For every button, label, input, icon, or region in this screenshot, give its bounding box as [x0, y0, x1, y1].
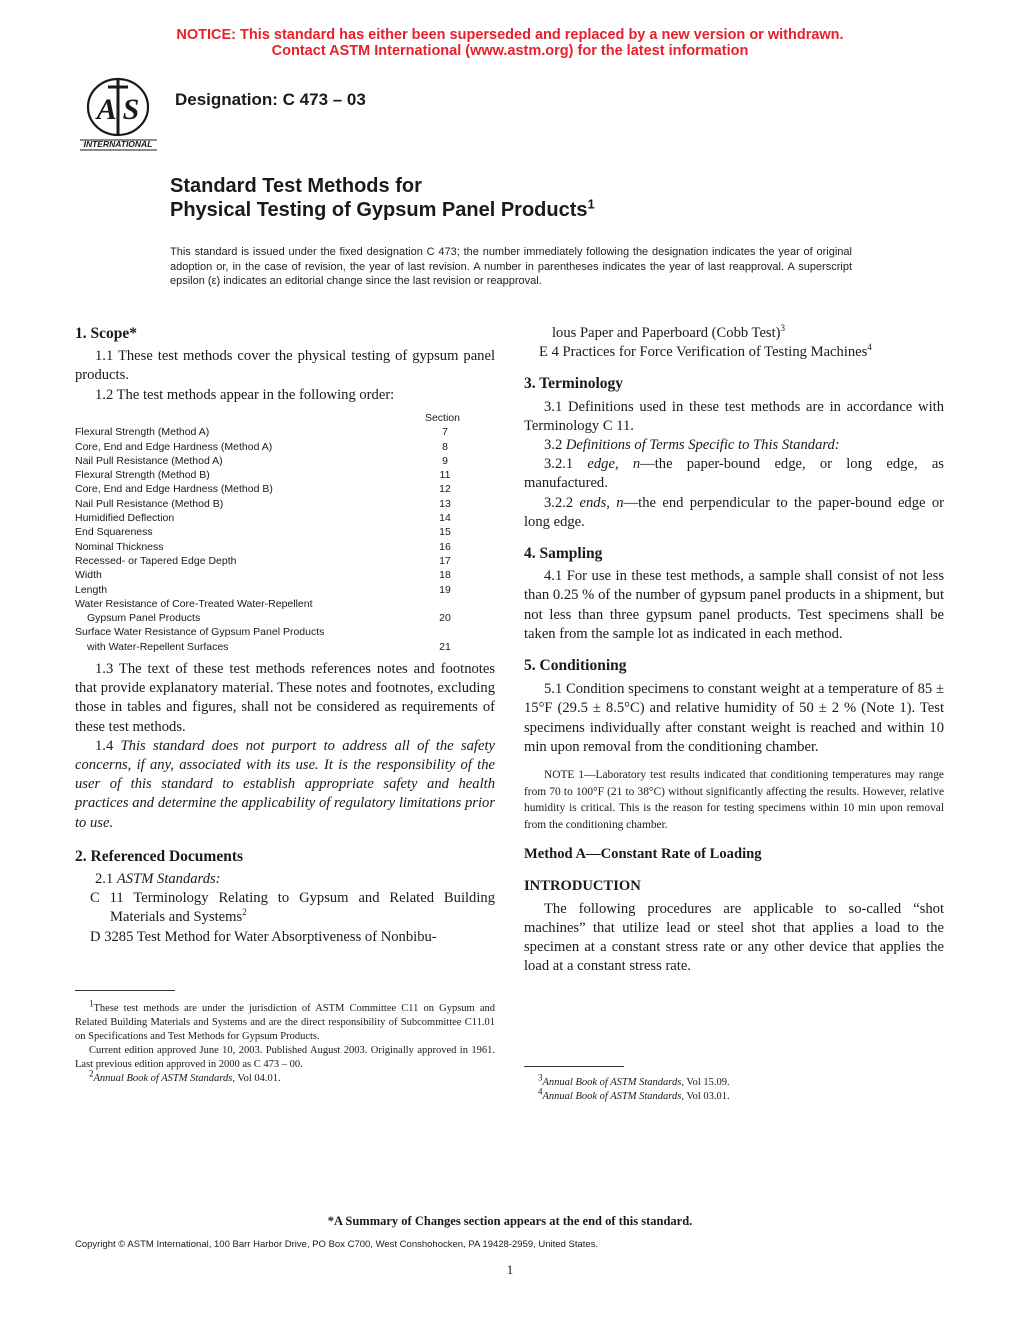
page-number: 1: [506, 1262, 514, 1277]
summary-of-changes-note: *A Summary of Changes section appears at the end of this standard.: [327, 1214, 693, 1228]
para-1-1: 1.1 These test methods cover the physical testing of gypsum panel products.: [75, 348, 495, 384]
toc-row: Nominal Thickness 16: [75, 540, 451, 553]
toc-row: Flexural Strength (Method B) 11: [75, 469, 451, 482]
section-5-heading: 5. Conditioning: [524, 657, 627, 675]
para-3-2: 3.2 Definitions of Terms Specific to This Standard:: [544, 437, 840, 454]
toc-row: Recessed- or Tapered Edge Depth 17: [75, 554, 451, 567]
ref-d3285-cont: lous Paper and Paperboard (Cobb Test)$^3$: [552, 323, 786, 341]
para-2-1: 2.1 ASTM Standards:: [95, 871, 221, 888]
para-1-3: 1.3 The text of these test methods references notes and footnotes that provide explanatory material. These notes and footnotes, excluding those in tables and figures, shall not be considered as requirements of these test methods.: [75, 661, 495, 735]
introduction-text: The following procedures are applicable to so-called “shot machines” that utilize lead or steel shot that applies a load to the specimen at a constant stress rate or any other device that applies the load at a constant stress rate.: [524, 900, 944, 975]
section-4-heading: 4. Sampling: [524, 545, 603, 563]
method-a-heading: Method A—Constant Rate of Loading: [524, 846, 762, 863]
footnote-rule-left: [75, 990, 175, 991]
ref-e4: E 4 Practices for Force Verification of Testing Machines$^4$: [539, 342, 872, 361]
title-line-2: Physical Testing of Gypsum Panel Products$^1$: [170, 196, 595, 221]
footnotes-right: [524, 1072, 944, 1104]
toc-row: Core, End and Edge Hardness (Method A) 8: [75, 440, 448, 453]
section-3-heading: 3. Terminology: [524, 375, 624, 393]
copyright: Copyright © ASTM International, 100 Barr Harbor Drive, PO Box C700, West Conshohocken, PA 19428-2959, United States.: [75, 1239, 599, 1250]
toc-row: Core, End and Edge Hardness (Method B) 12: [75, 483, 451, 496]
notice-line-2: Contact ASTM International (www.astm.org) for the latest information: [271, 43, 749, 59]
para-1-4: 1.4 This standard does not purport to address all of the safety concerns, if any, associated with its use. It is the responsibility of the user of this standard to establish appropriate safety and health practices and determine the applicability of regulatory limitations prior to use.: [75, 737, 495, 831]
standard-issue-note: This standard is issued under the fixed designation C 473; the number immediately following the designation indicates the year of original adoption or, in the case of revision, the year of last revision. A number in parentheses indicates the year of last reapproval. A superscript epsilon (ε) indicates an editorial change since the last revision or reapproval.: [170, 246, 852, 287]
section-2-heading: 2. Referenced Documents: [75, 847, 244, 865]
notice-line-1: NOTICE: This standard has either been superseded and replaced by a new version or withdrawn.: [176, 27, 844, 43]
footnote-2: $^2$Annual Book of ASTM Standards, Vol 04.01.: [89, 1068, 281, 1084]
para-3-1: 3.1 Definitions used in these test methods are in accordance with Terminology C 11.: [524, 398, 944, 434]
introduction-heading: INTRODUCTION: [524, 877, 641, 894]
footnote-1: $^1$These test methods are under the jurisdiction of ASTM Committee C11 on Gypsum and Related Building Materials and Systems and are the direct responsibility of Subcommittee C11.01 on Specifications and Test Methods for Gypsum Products.: [75, 998, 495, 1042]
toc-multi-1a: Water Resistance of Core-Treated Water-Repellent: [75, 597, 313, 610]
svg-text:A S: A S: [96, 93, 140, 126]
para-5-1: 5.1 Condition specimens to constant weight at a temperature of 85 ± 15°F (29.5 ± 8.5°C) and relative humidity of 50 ± 2 % (Note 1). Test specimens individually after constant weight is reached and within 10 min upon removal from the conditioning chamber.: [524, 681, 944, 755]
toc-multi-2a: Surface Water Resistance of Gypsum Panel Products: [75, 626, 325, 639]
para-1-2: 1.2 The test methods appear in the following order:: [95, 386, 395, 403]
toc-row: Width 18: [75, 569, 451, 582]
svg-text:INTERNATIONAL: INTERNATIONAL: [83, 139, 153, 149]
toc-row: Length 19: [75, 583, 451, 596]
para-3-2-1: 3.2.1 edge, n—the paper-bound edge, or long edge, as manufactured.: [524, 456, 944, 492]
left-column-top: [75, 324, 495, 405]
footnotes-left: [75, 998, 495, 1086]
footnote-3: $^3$Annual Book of ASTM Standards, Vol 15.09.: [538, 1072, 730, 1088]
para-4-1: 4.1 For use in these test methods, a sample shall consist of not less than 0.25 % of the number of gypsum panel products in a shipment, but not less than three gypsum panel products. Test specimens shall be taken from the sample lot as indicated in each method.: [524, 568, 944, 642]
title-line-1: Standard Test Methods for: [170, 175, 422, 197]
toc-row: Humidified Deflection 14: [75, 512, 451, 525]
note-1: NOTE 1—Laboratory test results indicated that conditioning temperatures may range from 70 to 100°F (21 to 38°C) without significantly affecting the results. However, relative humidity is critical. This is the reason for testing specimens within 10 min upon removal from the conditioning chamber.: [524, 769, 944, 831]
designation: Designation: C 473 – 03: [175, 90, 366, 109]
footnote-rule-right: [524, 1066, 624, 1067]
ref-d3285-start: D 3285 Test Method for Water Absorptiveness of Nonbibu-: [90, 928, 437, 945]
toc-row: Nail Pull Resistance (Method A) 9: [75, 454, 448, 467]
left-column-mid: [75, 660, 495, 947]
toc-row: with Water-Repellent Surfaces 21: [87, 640, 451, 653]
test-method-index: [75, 411, 460, 654]
ref-c11: C 11 Terminology Relating to Gypsum and Related Building Materials and Systems$^2$: [90, 890, 495, 926]
toc-row: Flexural Strength (Method A) 7: [75, 426, 448, 439]
footnote-1b: Current edition approved June 10, 2003. Published August 2003. Originally approved in 1961. Last previous edition approved in 2000 as C 473 – 00.: [75, 1045, 495, 1070]
toc-row: Gypsum Panel Products 20: [87, 612, 451, 625]
toc-header: Section: [424, 412, 460, 424]
toc-row: End Squareness 15: [75, 526, 451, 539]
astm-logo: [75, 73, 165, 153]
astm-logo-icon: [75, 73, 165, 153]
right-column: [524, 324, 944, 977]
footnote-4: $^4$Annual Book of ASTM Standards, Vol 03.01.: [538, 1086, 730, 1102]
section-1-heading: 1. Scope*: [75, 325, 137, 342]
toc-row: Nail Pull Resistance (Method B) 13: [75, 497, 451, 510]
para-3-2-2: 3.2.2 ends, n—the end perpendicular to the paper-bound edge or long edge.: [524, 494, 944, 530]
